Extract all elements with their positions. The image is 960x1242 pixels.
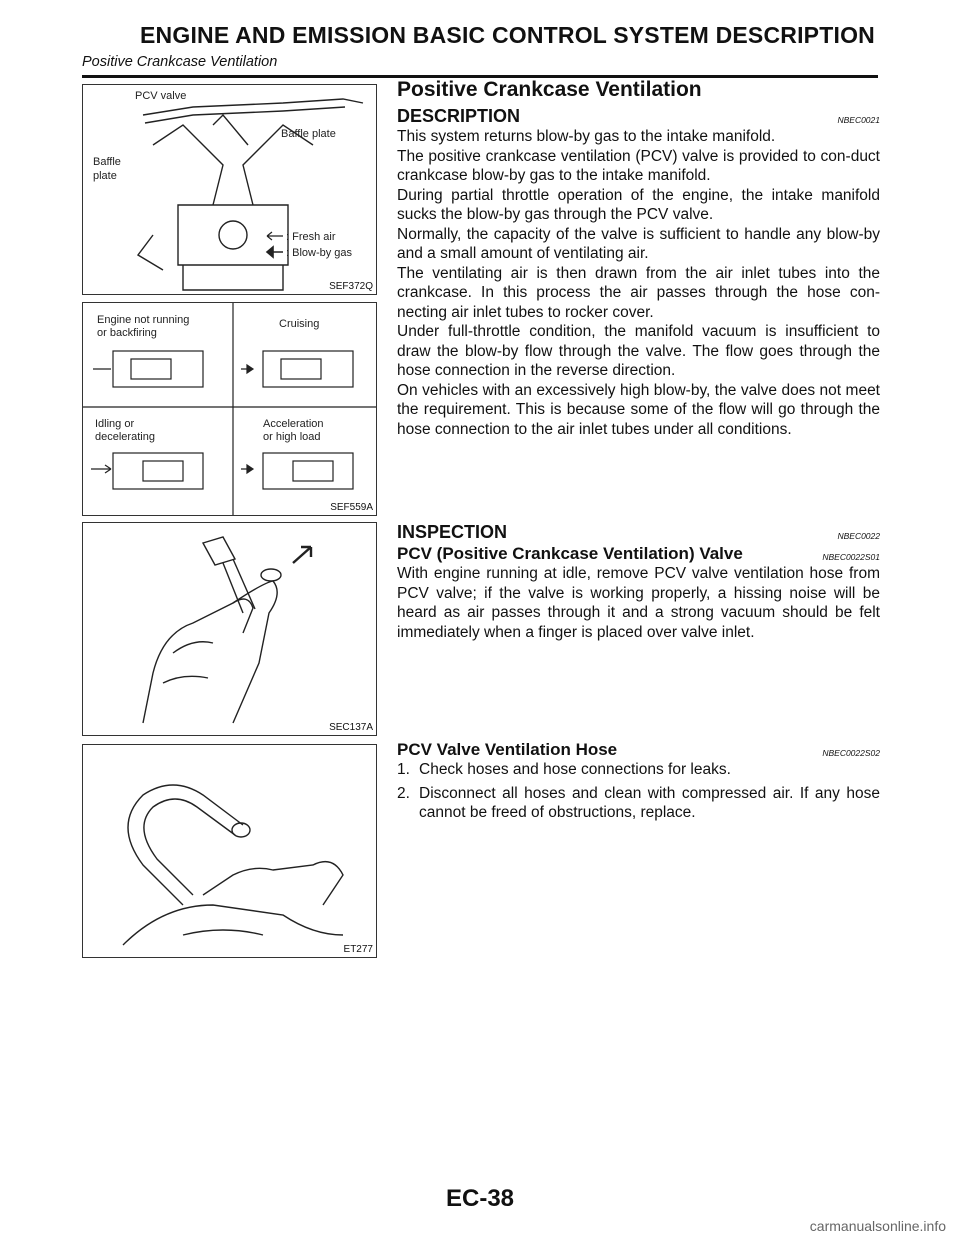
description-paragraph: During partial throttle operation of the engine, the intake manifold sucks the blow-by gas through the PCV valve.: [397, 186, 880, 223]
label-pcv-valve: PCV valve: [135, 90, 187, 102]
page-header-title: ENGINE AND EMISSION BASIC CONTROL SYSTEM DESCRIPTION: [140, 22, 875, 48]
figure-code: SEF372Q: [329, 281, 373, 292]
section-inspection: [397, 522, 880, 642]
list-item: 2. Disconnect all hoses and clean with compressed air. If any hose cannot be freed of obstructions, replace.: [397, 784, 880, 821]
description-paragraph: Under full-throttle condition, the manifold vacuum is insufficient to draw the blow-by flow through the valve. The flow goes through the hose connection in the reverse direction.: [397, 323, 880, 379]
label-baffle-left-1: Baffle: [93, 156, 121, 168]
hose-heading: PCV Valve Ventilation Hose NBEC0022S02: [397, 740, 880, 759]
list-item: 1. Check hoses and hose connections for leaks.: [397, 761, 731, 778]
page-header-subtitle: Positive Crankcase Ventilation: [82, 54, 278, 70]
hose-ref: NBEC0022S02: [822, 748, 880, 758]
description-heading: DESCRIPTION NBEC0021: [397, 106, 880, 126]
hose-cleaning-illustration: [83, 745, 376, 957]
inspection-heading: INSPECTION NBEC0022: [397, 522, 880, 542]
figure-pcv-valve-states: [82, 302, 377, 516]
label-blowby-gas: : Blow-by gas: [286, 247, 353, 259]
label-fresh-air: : Fresh air: [286, 231, 336, 243]
figure-pcv-system: [82, 84, 377, 295]
section-title: Positive Crankcase Ventilation: [397, 78, 702, 101]
description-paragraph: The ventilating air is then drawn from the air inlet tubes into the crankcase. In this process the air passes through the hose con-necting air inlet tubes to rocker cover.: [397, 264, 880, 321]
pcv-valve-heading: PCV (Positive Crankcase Ventilation) Valve NBEC0022S01: [397, 544, 880, 563]
figure-code: ET277: [343, 944, 373, 955]
engine-pcv-illustration: [83, 85, 376, 294]
label-acceleration: Acceleration: [263, 418, 324, 430]
description-ref: NBEC0021: [837, 115, 880, 125]
watermark: carmanualsonline.info: [809, 1218, 946, 1234]
figure-hose-cleaning: [82, 744, 377, 958]
page-number: EC-38: [445, 1185, 515, 1212]
description-paragraph: On vehicles with an excessively high blow-by, the valve does not meet the requirement. This is because some of the flow will go through the hose connection to the air inlet tubes under all conditions.: [397, 381, 880, 438]
pcv-valve-states-illustration: [83, 303, 376, 515]
label-idling-or: Idling or: [95, 418, 135, 430]
label-baffle-plate-right: Baffle plate: [281, 128, 336, 140]
inspection-ref: NBEC0022: [837, 531, 880, 541]
description-paragraph: This system returns blow-by gas to the intake manifold.: [397, 128, 776, 145]
label-cruising: Cruising: [279, 318, 320, 330]
section-hose: [397, 740, 880, 827]
figure-code: SEC137A: [329, 722, 373, 733]
label-engine-not-running: Engine not running: [97, 314, 190, 326]
section-description: [397, 78, 880, 439]
label-or-backfiring: or backfiring: [97, 327, 157, 339]
label-decelerating: decelerating: [95, 431, 155, 443]
description-paragraph: The positive crankcase ventilation (PCV) valve is provided to con-duct crankcase blow-by gas to the intake manifold.: [397, 147, 880, 184]
pcv-valve-text: With engine running at idle, remove PCV valve ventilation hose from PCV valve; if the valve is working properly, a hissing noise will be heard as air passes through it and a strong vacuum should be felt immediately when a finger is placed over valve inlet.: [397, 565, 880, 641]
figure-pcv-valve-inspection: [82, 522, 377, 736]
figure-code: SEF559A: [330, 502, 373, 513]
label-baffle-left-2: plate: [93, 170, 117, 182]
label-or-high-load: or high load: [263, 431, 321, 443]
finger-on-valve-illustration: [83, 523, 376, 735]
pcv-valve-ref: NBEC0022S01: [822, 552, 880, 562]
description-paragraph: Normally, the capacity of the valve is sufficient to handle any blow-by and a small amount of ventilating air.: [397, 225, 880, 262]
